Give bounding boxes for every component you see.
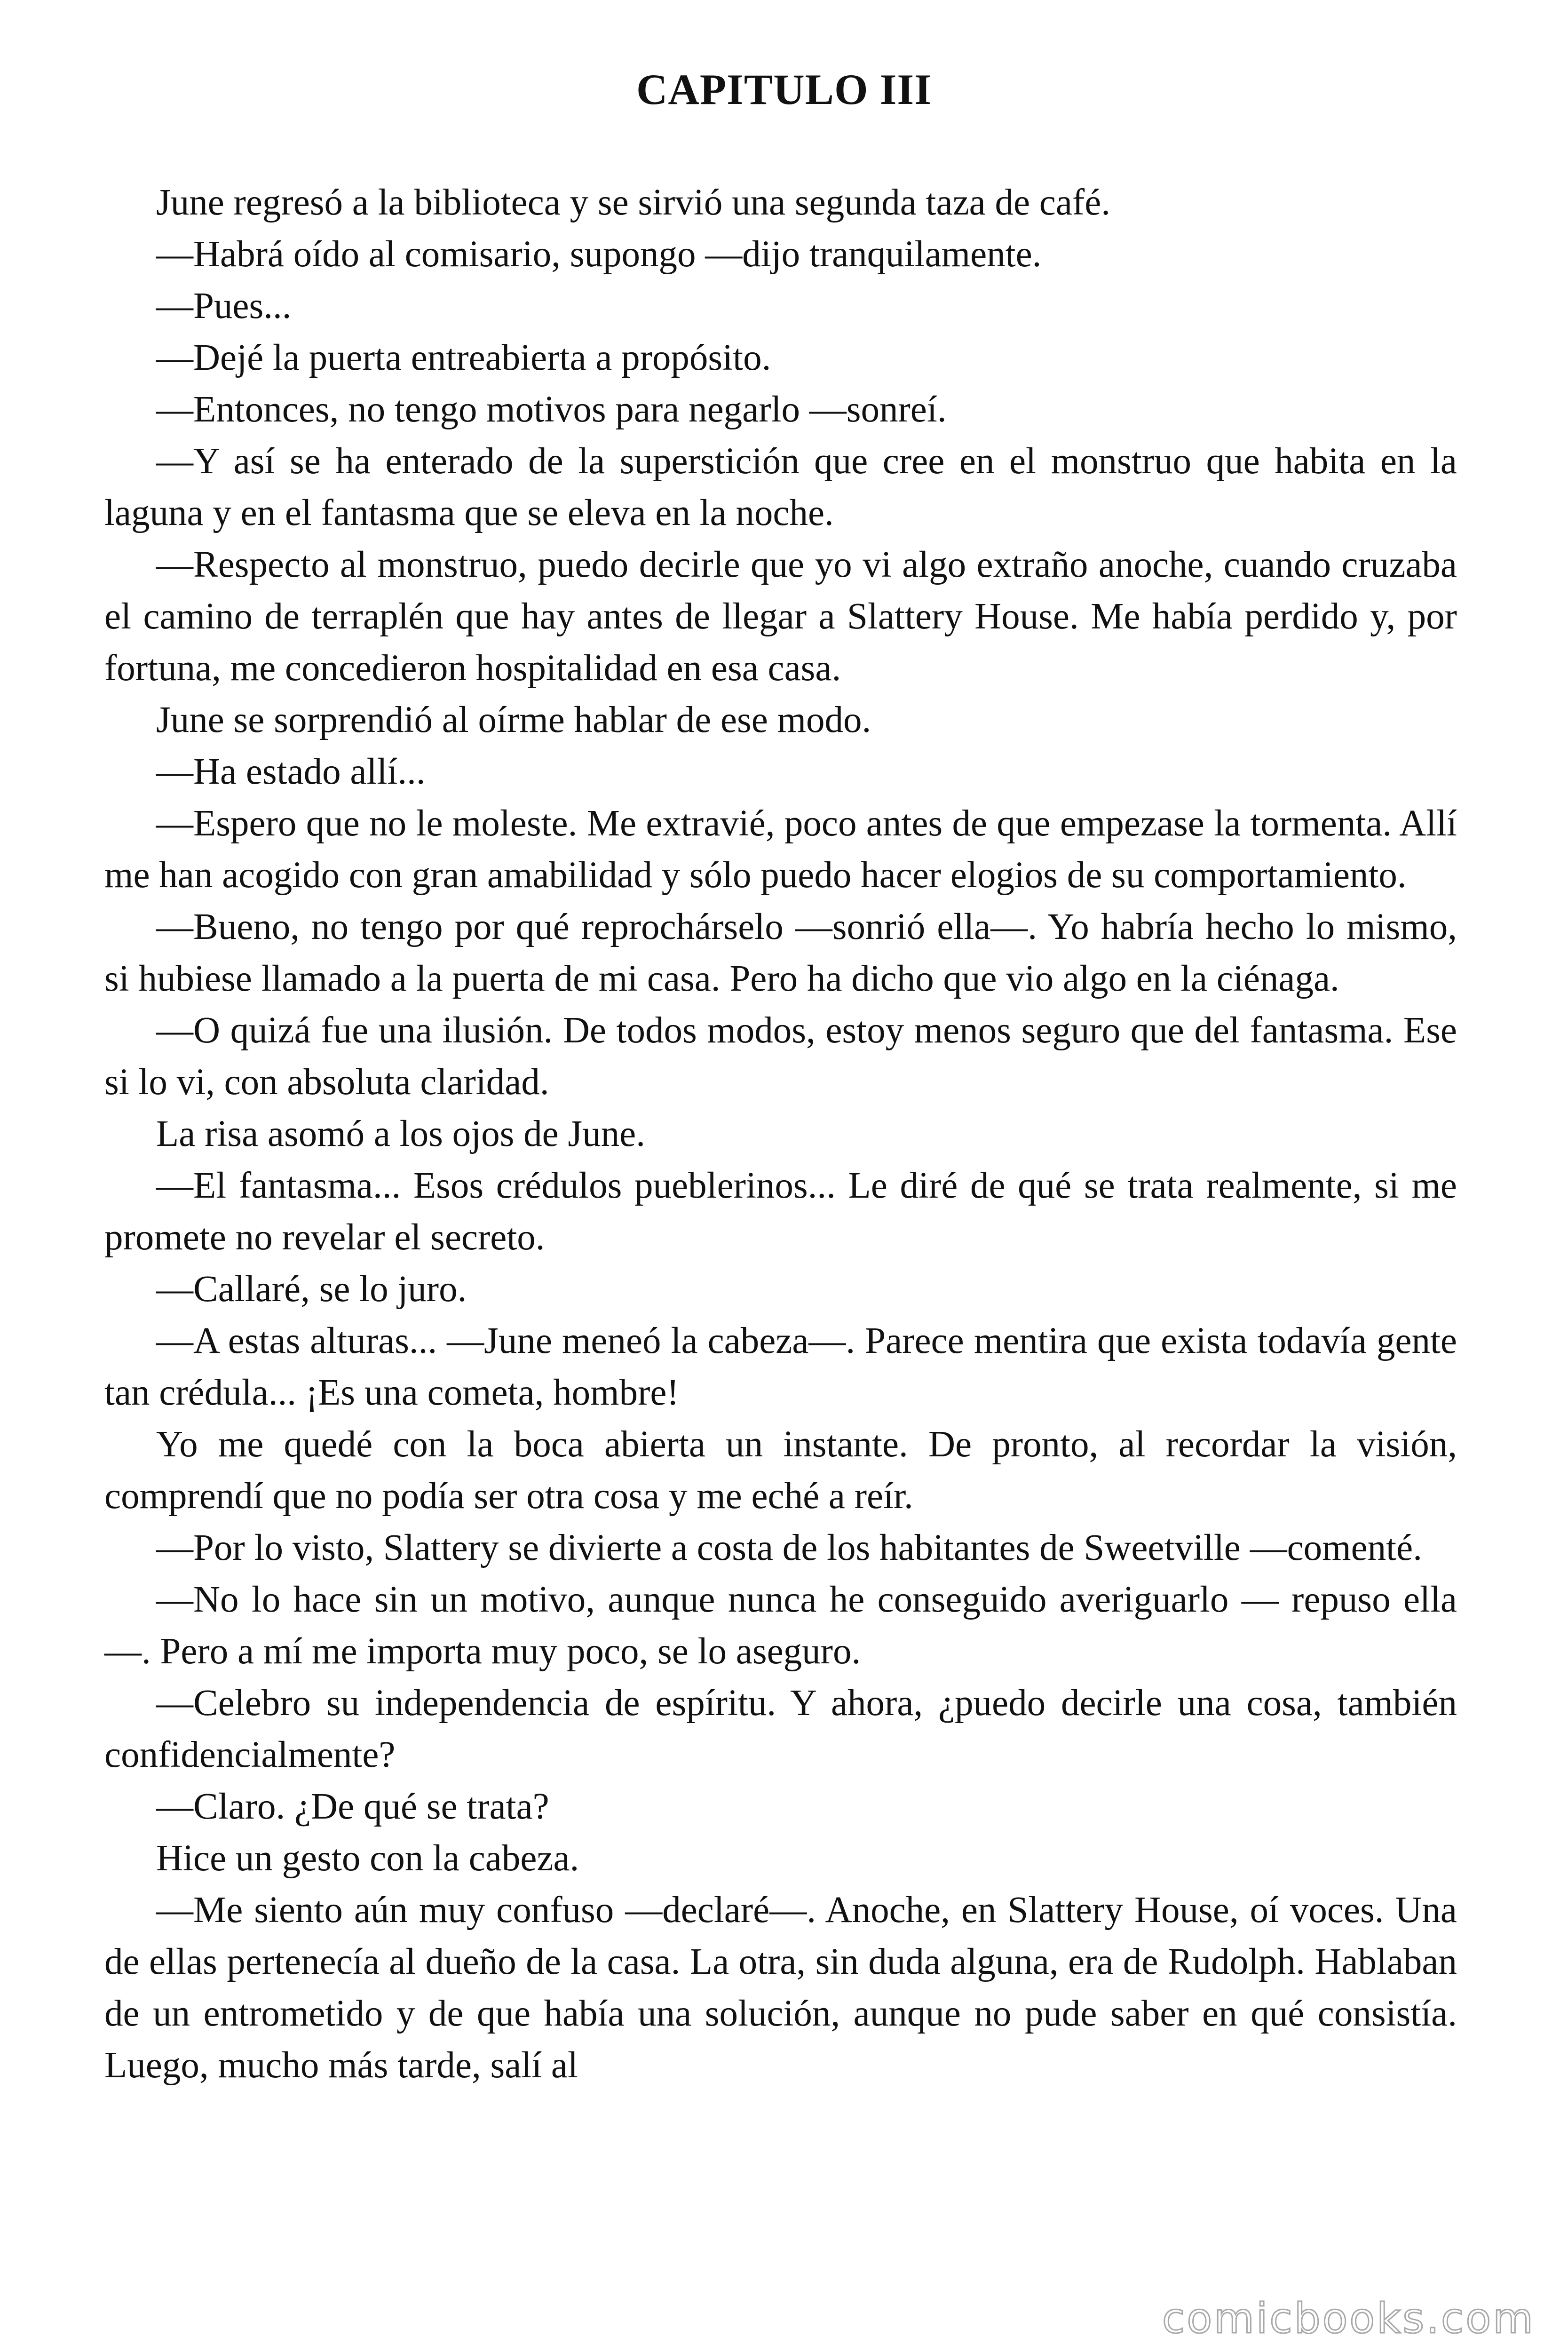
paragraph: —Pues...	[156, 286, 292, 326]
paragraph: —Dejé la puerta entreabierta a propósito.	[156, 337, 771, 378]
paragraph: —Callaré, se lo juro.	[156, 1269, 467, 1310]
chapter-body	[104, 177, 1457, 2091]
paragraph: —Me siento aún muy confuso —declaré—. Anoche, en Slattery House, oí voces. Una de ellas pertenecía al dueño de la casa. La otra, sin duda alguna, era de Rudolph. Hablaban de un entrometido y de que había una solución, aunque no pude saber en qué consistía. Luego, mucho más tarde, salí al	[104, 1890, 1457, 2086]
paragraph: —Ha estado allí...	[156, 751, 426, 792]
watermark: comicbooks.com	[1162, 2294, 1535, 2343]
paragraph: La risa asomó a los ojos de June.	[156, 1113, 645, 1154]
paragraph: —Espero que no le moleste. Me extravié, poco antes de que empezase la tormenta. Allí me han acogido con gran amabilidad y sólo puedo hacer elogios de su comportamiento.	[104, 803, 1457, 896]
paragraph: Hice un gesto con la cabeza.	[156, 1838, 579, 1879]
paragraph: June se sorprendió al oírme hablar de ese modo.	[156, 699, 871, 740]
paragraph: —A estas alturas... —June meneó la cabeza—. Parece mentira que exista todavía gente tan crédula... ¡Es una cometa, hombre!	[104, 1320, 1457, 1413]
paragraph: —Entonces, no tengo motivos para negarlo —sonreí.	[156, 389, 947, 430]
paragraph: —Y así se ha enterado de la superstición que cree en el monstruo que habita en la laguna y en el fantasma que se eleva en la noche.	[104, 441, 1457, 533]
paragraph: —Celebro su independencia de espíritu. Y ahora, ¿puedo decirle una cosa, también confidencialmente?	[104, 1683, 1457, 1775]
paragraph: —Claro. ¿De qué se trata?	[156, 1786, 549, 1827]
paragraph: —Habrá oído al comisario, supongo —dijo tranquilamente.	[156, 234, 1042, 275]
paragraph: —Bueno, no tengo por qué reprochárselo —sonrió ella—. Yo habría hecho lo mismo, si hubiese llamado a la puerta de mi casa. Pero ha dicho que vio algo en la ciénaga.	[104, 906, 1457, 999]
paragraph: Yo me quedé con la boca abierta un instante. De pronto, al recordar la visión, comprendí que no podía ser otra cosa y me eché a reír.	[104, 1424, 1457, 1517]
paragraph: —O quizá fue una ilusión. De todos modos, estoy menos seguro que del fantasma. Ese si lo vi, con absoluta claridad.	[104, 1010, 1457, 1103]
paragraph: —Respecto al monstruo, puedo decirle que yo vi algo extraño anoche, cuando cruzaba el camino de terraplén que hay antes de llegar a Slattery House. Me había perdido y, por fortuna, me concedieron hospitalidad en esa casa.	[104, 544, 1457, 689]
paragraph: —No lo hace sin un motivo, aunque nunca he conseguido averiguarlo — repuso ella—. Pero a mí me importa muy poco, se lo aseguro.	[104, 1579, 1457, 1672]
paragraph: —El fantasma... Esos crédulos pueblerinos... Le diré de qué se trata realmente, si me promete no revelar el secreto.	[104, 1165, 1457, 1258]
paragraph: June regresó a la biblioteca y se sirvió una segunda taza de café.	[156, 182, 1111, 223]
chapter-title: CAPITULO III	[636, 65, 932, 113]
paragraph: —Por lo visto, Slattery se divierte a costa de los habitantes de Sweetville —comenté.	[156, 1527, 1422, 1568]
